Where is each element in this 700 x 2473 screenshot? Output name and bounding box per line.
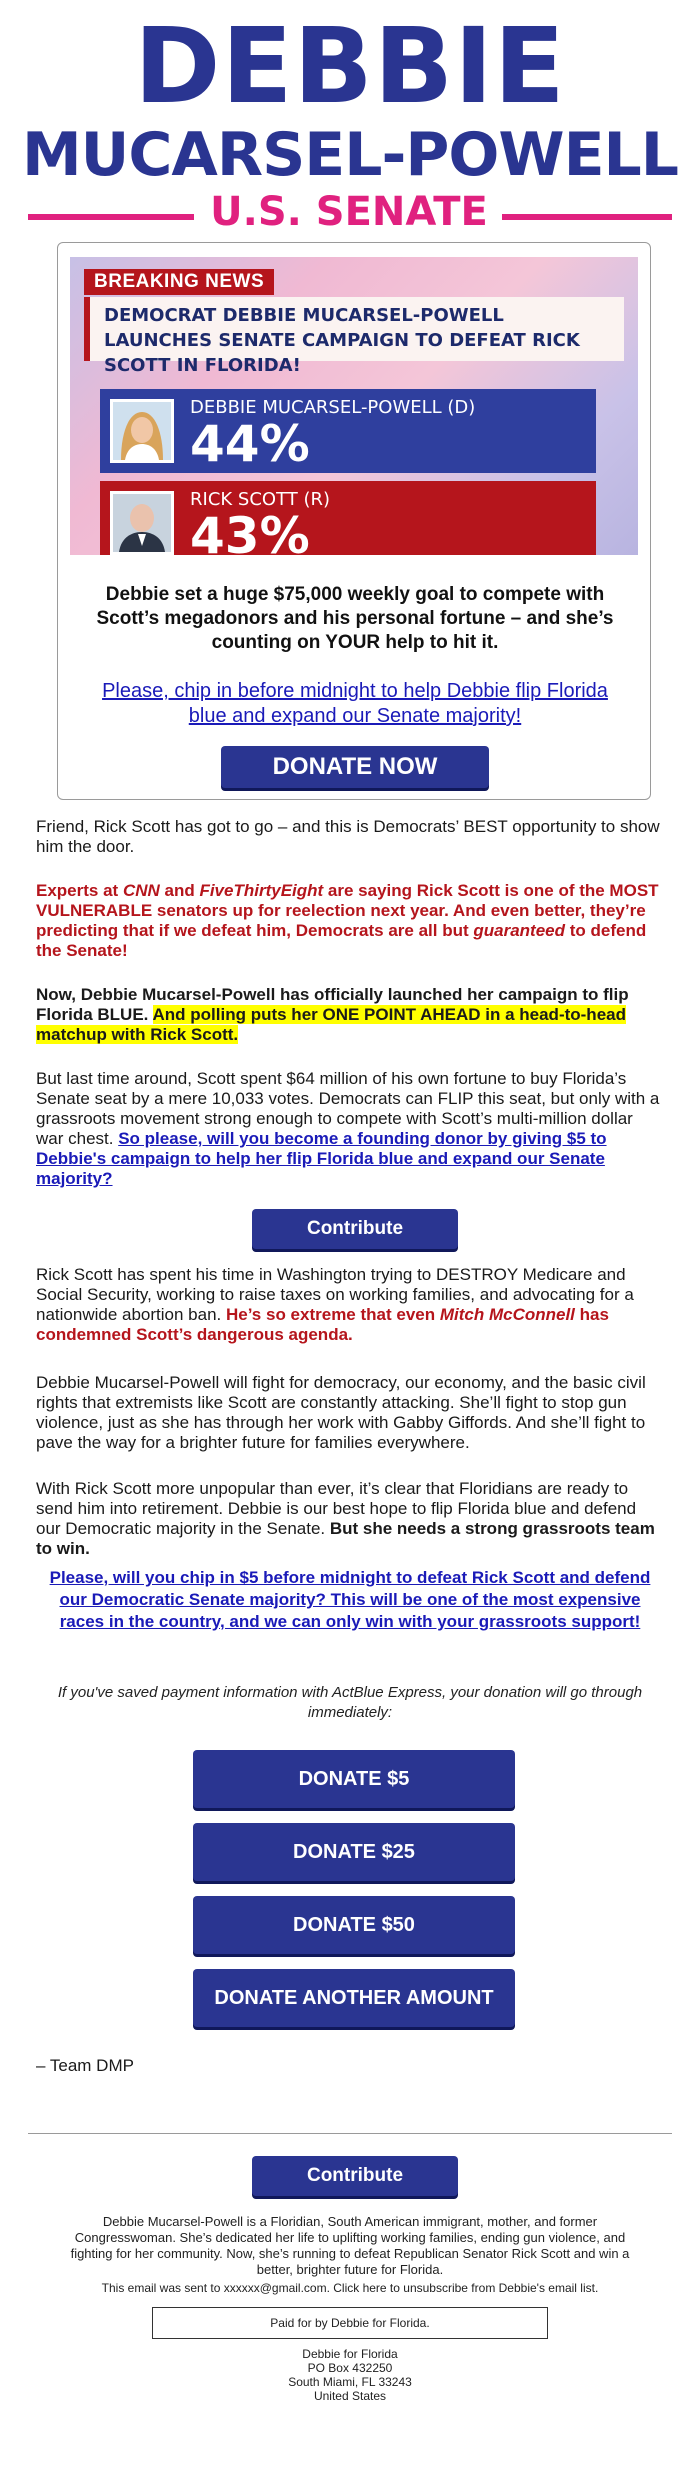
paragraph-scott-record [36,1265,664,1345]
address-line: South Miami, FL 33243 [288,2375,412,2389]
hero-lead-text: Debbie set a huge $75,000 weekly goal to compete with Scott’s megadonors and his personal fortune – and she’s counting on YOUR help to hit it. [96,584,614,653]
launch-text: Now, Debbie Mucarsel-Powell has officially launched her campaign to flip Florida BLUE. [36,985,629,1024]
address-line: Debbie for Florida [302,2347,398,2361]
contribute-button[interactable]: Contribute [252,1209,458,1249]
scott-extreme-b: has condemned Scott’s dangerous agenda. [36,1305,609,1344]
address-line: United States [313,2389,387,2403]
paid-for-disclaimer: Paid for by Debbie for Florida. [152,2307,548,2339]
experts-guaranteed: guaranteed [473,921,566,940]
actblue-express-note: If you've saved payment information with ActBlue Express, your donation will go through immediately: [57,1684,643,1721]
breaking-news-headline: DEMOCRAT DEBBIE MUCARSEL-POWELL LAUNCHES SENATE CAMPAIGN TO DEFEAT RICK SCOTT IN FLORIDA! [84,297,624,361]
experts-text-c: are saying Rick Scott is one of the MOST VULNERABLE senators up for reelection next year. And even better, they’re predicting that if we defeat him, Democrats are all but [36,881,659,940]
paragraph-launch [36,985,664,1045]
hero-cta-link[interactable]: Please, chip in before midnight to help Debbie flip Florida blue and expand our Senate majority! [102,680,608,727]
logo-rule-right [502,214,672,220]
logo-office: U.S. SENATE [210,189,488,235]
logo-first-name: DEBBIE [134,5,566,127]
logo-rule-left [28,214,194,220]
chip-in-link[interactable]: Please, will you chip in $5 before midnight to defeat Rick Scott and defend our Democratic Senate majority? This will be one of the most expensive races in the country, and we can only win with your grassroots support! [49,1568,651,1631]
breaking-news-tag: BREAKING NEWS [84,269,274,295]
footer-unsubscribe[interactable]: This email was sent to xxxxxx@gmail.com. Click here to unsubscribe from Debbie's email list. [101,2281,599,2295]
paragraph-retirement [36,1479,664,1559]
paragraph-debbie-fight: Debbie Mucarsel-Powell will fight for democracy, our economy, and the basic civil rights that extremists like Scott are constantly attacking. She’ll fight to stop gun violence, just as she has through her work with Gabby Giffords. And she’ll fight to pave the way for a brighter future for families everywhere. [36,1373,646,1452]
scott-extreme-mitch: Mitch McConnell [439,1305,575,1324]
retirement-bold: But she needs a strong grassroots team to win. [36,1519,655,1558]
paragraph-intro: Friend, Rick Scott has got to go – and this is Democrats’ BEST opportunity to show him the door. [36,817,660,856]
candidate-name-scott: RICK SCOTT (R) [190,489,331,510]
footer-divider [28,2133,672,2134]
paragraph-experts [36,881,664,961]
address-line: PO Box 432250 [307,2361,393,2375]
logo-last-name: MUCARSEL-POWELL [21,120,679,190]
candidate-name-debbie: DEBBIE MUCARSEL-POWELL (D) [190,397,476,418]
experts-cnn: CNN [122,881,160,900]
hero-card [57,242,651,800]
footer-address [200,2347,500,2403]
footer-contribute-button[interactable]: Contribute [252,2156,458,2196]
candidate-photo-scott [110,491,174,555]
scott-record-text: Rick Scott has spent his time in Washington trying to DESTROY Medicare and Social Security, working to raise taxes on working families, and advocating for a nationwide abortion ban. [36,1265,634,1324]
poll-row-republican [100,481,596,555]
scott-extreme-a: He’s so extreme that even [225,1305,440,1324]
donate-50-button[interactable]: DONATE $50 [193,1896,515,1954]
footer-bio: Debbie Mucarsel-Powell is a Floridian, South American immigrant, mother, and former Congresswoman. She’s dedicated her life to uplifting working families, ending gun violence, and fighting for her community. Now, she’s running to defeat Republican Senator Rick Scott and win a better, brighter future for Florida. [70,2214,630,2277]
founding-donor-link[interactable]: So please, will you become a founding donor by giving $5 to Debbie's campaign to help her flip Florida blue and expand our Senate majority? [36,1129,607,1188]
signature: – Team DMP [36,2056,134,2075]
experts-text-a: Experts at [36,881,123,900]
launch-highlight: And polling puts her ONE POINT AHEAD in a head-to-head matchup with Rick Scott. [36,1005,626,1044]
poll-row-democrat [100,389,596,473]
candidate-photo-debbie [110,399,174,463]
retirement-text: With Rick Scott more unpopular than ever, it’s clear that Floridians are ready to send him into retirement. Debbie is our best hope to flip Florida blue and defend our Democratic majority in the Senate. [36,1479,637,1538]
candidate-percent-debbie: 44% [190,415,310,473]
donate-25-button[interactable]: DONATE $25 [193,1823,515,1881]
donate-now-button[interactable]: DONATE NOW [221,746,489,788]
experts-text-d: to defend the Senate! [36,921,647,960]
experts-538: FiveThirtyEight [199,881,324,900]
donate-5-button[interactable]: DONATE $5 [193,1750,515,1808]
donate-other-button[interactable]: DONATE ANOTHER AMOUNT [193,1969,515,2027]
breaking-news-graphic[interactable] [70,257,638,555]
experts-text-b: and [159,881,200,900]
candidate-percent-scott: 43% [190,507,310,555]
paragraph-last-time [36,1069,664,1189]
header-logo [0,0,700,235]
last-time-text: But last time around, Scott spent $64 million of his own fortune to buy Florida’s Senate seat by a mere 10,033 votes. Democrats can FLIP this seat, but only with a grassroots movement strong enough to compete with Scott’s multi-million dollar war chest. [36,1069,660,1148]
